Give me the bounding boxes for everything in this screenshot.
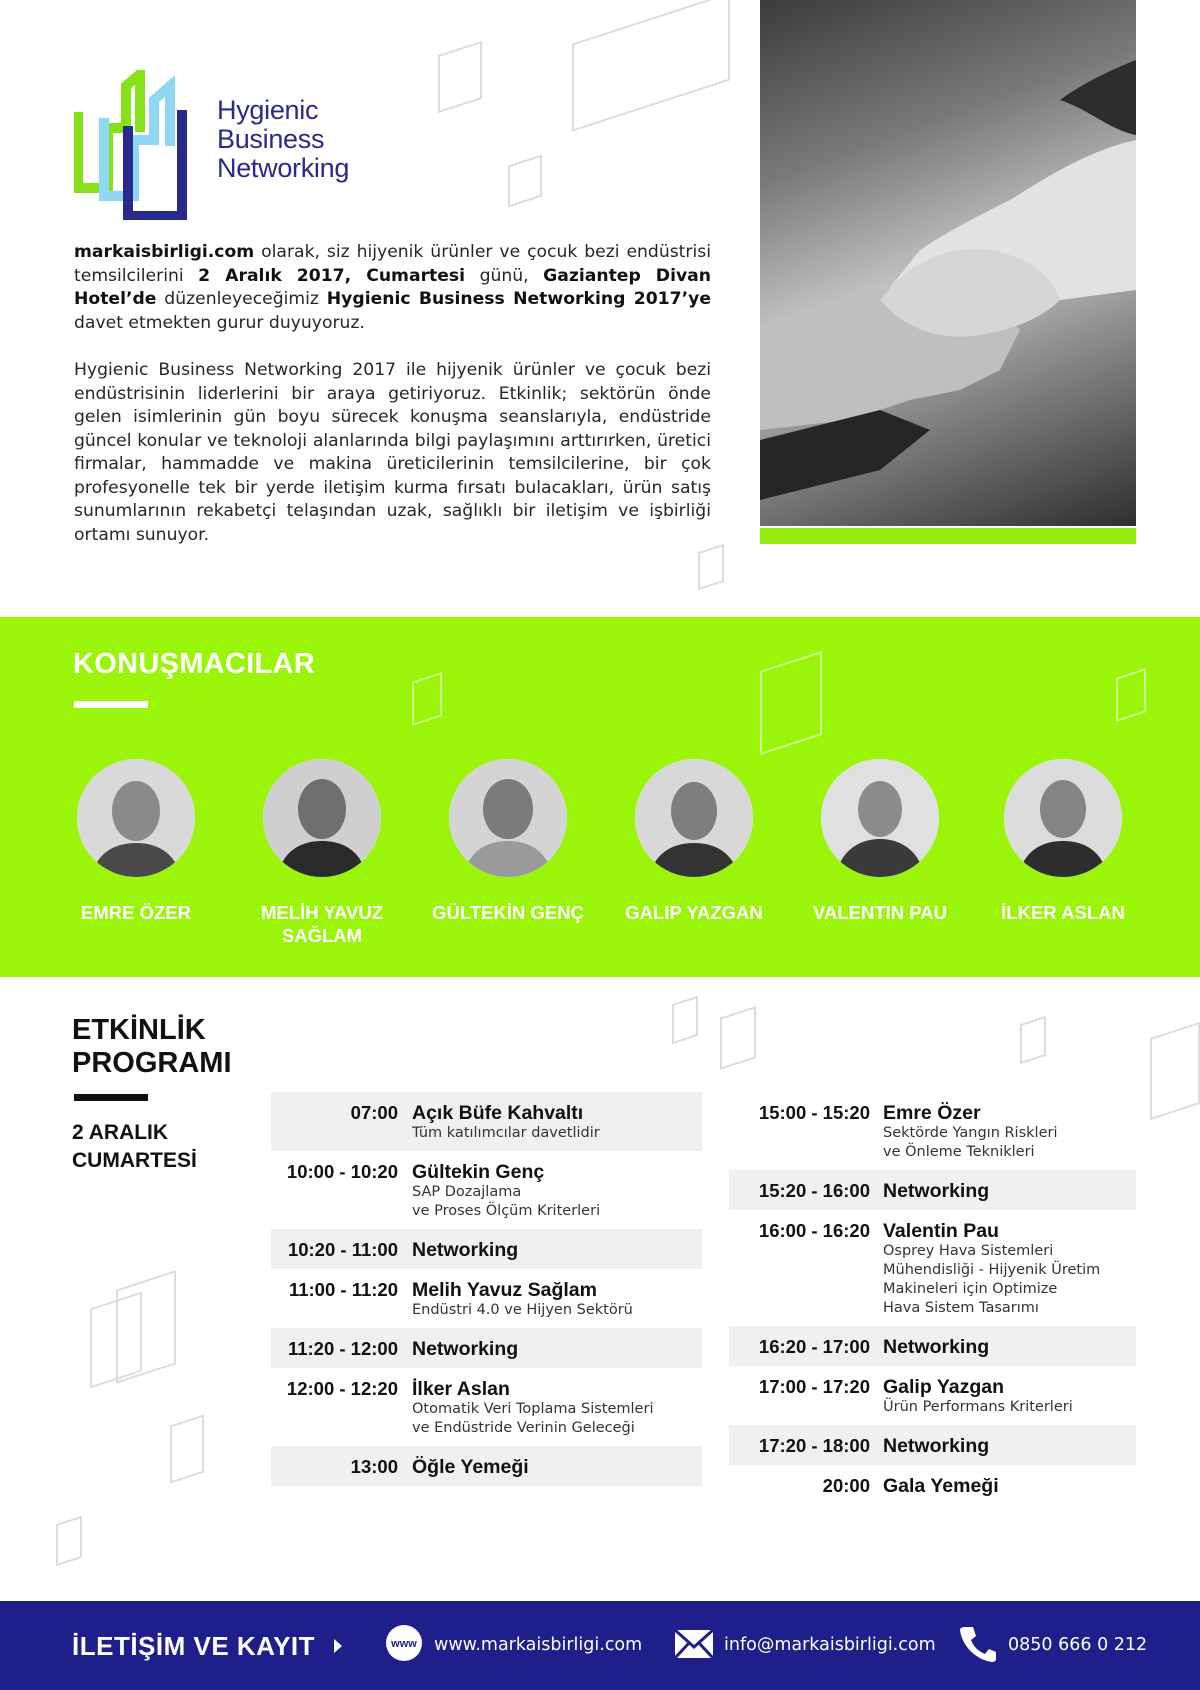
email-link[interactable]: info@markaisbirligi.com: [724, 1635, 936, 1655]
schedule-row: [729, 1326, 1136, 1366]
schedule-subtitle: Osprey Hava Sistemleri Mühendisliği - Hijyenik Üretim Makineleri için Optimize Hava Sistem Tasarımı: [883, 1243, 1101, 1316]
schedule-title: Networking: [412, 1239, 519, 1261]
schedule-subtitle: Tüm katılımcılar davetlidir: [412, 1125, 600, 1141]
schedule-title: Galip Yazgan: [883, 1376, 1005, 1398]
schedule-row: [271, 1368, 702, 1446]
decor-square: [116, 1270, 176, 1383]
speaker-name: GÜLTEKİN GENÇ: [432, 902, 584, 923]
schedule-time: 11:00 - 11:20: [288, 1279, 398, 1300]
speakers-section: [0, 617, 1200, 977]
photo-accent-bar: [760, 528, 1136, 544]
schedule-subtitle: Endüstri 4.0 ve Hijyen Sektörü: [412, 1302, 633, 1318]
speaker-name: İLKER ASLAN: [1001, 902, 1125, 923]
avatar: [77, 759, 195, 877]
speaker-name: EMRE ÖZER: [81, 902, 191, 923]
intro-text-run: olarak, siz hijyenik ürünler ve çocuk bezi endüstrisi temsilcilerini: [74, 242, 711, 286]
decor-square: [438, 41, 482, 113]
intro-text-run: günü,: [465, 265, 544, 286]
logo-wordmark: [217, 96, 349, 183]
intro-paragraph-2: Hygienic Business Networking 2017 ile hijyenik ürünler ve çocuk bezi endüstrisinin liderlerini bir araya getiriyoruz. Etkinlik; sektörün önde gelen isimlerinin gün boyu sürecek konuşma seanslarıyla, endüstride güncel konular ve teknoloji alanlarında bilgi paylaşımını arttırırken, üretici firmalar, hammadde ve makina üreticilerinin temsilcilerine, bir çok profesyonelle tek bir yerde iletişim kurma fırsatı bulacakları, ürün satış sunumlarının rekabetçi telaşından uzak, sağlıklı bir iletişim ve işbirliği ortamı sunuyor.: [74, 360, 711, 545]
intro-highlight: Hygienic Business Networking 2017’ye: [326, 289, 711, 309]
avatar: [635, 759, 753, 877]
schedule-row: [271, 1229, 702, 1269]
schedule-title: Networking: [883, 1435, 990, 1457]
intro-highlight: Gaziantep Divan Hotel’de: [74, 265, 712, 309]
schedule-row: [271, 1269, 702, 1328]
schedule-row: [729, 1366, 1136, 1425]
svg-text:www: www: [391, 1638, 417, 1650]
schedule-row: [271, 1328, 702, 1368]
decor-square: [672, 996, 698, 1044]
speaker-name: MELİH YAVUZ SAĞLAM: [261, 902, 383, 946]
schedule-row: [729, 1092, 1136, 1170]
schedule-row: [729, 1170, 1136, 1210]
schedule-subtitle: SAP Dozajlama ve Proses Ölçüm Kriterleri: [412, 1184, 601, 1219]
schedule-column-left: [271, 1092, 702, 1486]
schedule-row: [729, 1465, 1136, 1505]
schedule-row: [271, 1446, 702, 1486]
globe-icon: [384, 1623, 424, 1663]
intro-text: [74, 241, 711, 547]
schedule-title: Networking: [883, 1180, 990, 1202]
program-title: [72, 1014, 232, 1080]
schedule-title: Öğle Yemeği: [412, 1456, 529, 1478]
schedule-row: [271, 1092, 702, 1151]
handshake-photo: [760, 0, 1136, 526]
hbn-logo: [74, 70, 394, 220]
schedule-time: 16:20 - 17:00: [758, 1336, 870, 1357]
phone-icon: [958, 1623, 998, 1663]
speakers-title-underline: [74, 701, 148, 708]
schedule-time: 13:00: [350, 1456, 398, 1477]
intro-text-run: davet etmekten gurur duyuyoruz.: [74, 312, 365, 333]
schedule-detail: [883, 1475, 1136, 1497]
schedule-detail: [883, 1220, 1136, 1318]
avatar: [263, 759, 381, 877]
schedule-time: 15:20 - 16:00: [758, 1180, 870, 1201]
program-title-line-2: PROGRAMI: [72, 1047, 232, 1079]
schedule-time: 17:00 - 17:20: [758, 1376, 870, 1397]
schedule-detail: [412, 1338, 702, 1360]
schedule-title: Networking: [883, 1336, 990, 1358]
mail-icon: [674, 1629, 714, 1659]
schedule-detail: [412, 1456, 702, 1478]
speaker-card: [787, 759, 973, 924]
website-link[interactable]: www.markaisbirligi.com: [434, 1635, 643, 1655]
schedule-time: 11:20 - 12:00: [287, 1338, 398, 1359]
schedule-title: Gültekin Genç: [412, 1161, 545, 1183]
program-title-line-1: ETKİNLİK: [72, 1014, 206, 1046]
avatar: [1004, 759, 1122, 877]
speaker-card: [601, 759, 787, 924]
schedule-title: Valentin Pau: [883, 1220, 999, 1242]
schedule-time: 10:20 - 11:00: [287, 1239, 398, 1260]
schedule-detail: [412, 1161, 702, 1221]
schedule-detail: [883, 1180, 1136, 1202]
schedule-detail: [883, 1102, 1136, 1162]
schedule-time: 16:00 - 16:20: [758, 1220, 870, 1241]
decor-square: [1150, 1022, 1200, 1120]
schedule-detail: [883, 1376, 1136, 1417]
speakers-title: KONUŞMACILAR: [73, 648, 316, 680]
intro-highlight: markaisbirligi.com: [74, 242, 255, 262]
speaker-name: VALENTIN PAU: [813, 902, 947, 923]
schedule-detail: [883, 1435, 1136, 1457]
decor-square: [572, 0, 730, 132]
schedule-detail: [412, 1378, 702, 1438]
arrow-right-icon: [334, 1639, 342, 1653]
speaker-card: [43, 759, 229, 924]
logo-line-1: Hygienic: [217, 95, 319, 125]
decor-square: [508, 154, 542, 207]
schedule-row: [729, 1210, 1136, 1326]
intro-text-run: düzenleyeceğimiz: [156, 289, 327, 309]
logo-line-3: Networking: [217, 153, 350, 183]
program-date: [72, 1119, 197, 1175]
speaker-card: [970, 759, 1156, 924]
program-date-line-2: CUMARTESİ: [72, 1149, 197, 1172]
schedule-subtitle: Sektörde Yangın Riskleri ve Önleme Teknikleri: [883, 1125, 1058, 1160]
handshake-icon: [760, 0, 1136, 526]
intro-highlight: 2 Aralık 2017, Cumartesi: [198, 265, 466, 286]
speaker-card: [415, 759, 601, 924]
schedule-subtitle: Otomatik Veri Toplama Sistemleri ve Endüstride Verinin Geleceği: [412, 1401, 654, 1436]
avatar: [821, 759, 939, 877]
program-title-underline: [74, 1094, 148, 1101]
decor-square: [760, 651, 822, 755]
decor-square: [170, 1414, 204, 1483]
logo-line-2: Business: [217, 124, 325, 154]
schedule-subtitle: Ürün Performans Kriterleri: [883, 1399, 1073, 1415]
schedule-detail: [412, 1279, 702, 1320]
schedule-column-right: [729, 1092, 1136, 1505]
schedule-time: 10:00 - 10:20: [286, 1161, 398, 1182]
speaker-card: [229, 759, 415, 947]
logo-mark-icon: [74, 70, 214, 220]
schedule-title: Melih Yavuz Sağlam: [412, 1279, 597, 1301]
speaker-name: GALIP YAZGAN: [625, 902, 763, 923]
decor-square: [1020, 1016, 1046, 1064]
decor-square: [412, 672, 442, 726]
schedule-time: 07:00: [350, 1102, 398, 1123]
schedule-title: Gala Yemeği: [883, 1475, 999, 1497]
phone-number[interactable]: 0850 666 0 212: [1008, 1635, 1148, 1655]
schedule-row: [729, 1425, 1136, 1465]
schedule-title: Emre Özer: [883, 1102, 981, 1124]
contact-cta[interactable]: İLETİŞİM VE KAYIT: [72, 1631, 316, 1661]
schedule-row: [271, 1151, 702, 1229]
intro-paragraph-1: [74, 241, 711, 335]
decor-square: [1116, 668, 1146, 722]
schedule-detail: [883, 1336, 1136, 1358]
schedule-time: 20:00: [822, 1475, 870, 1496]
schedule-time: 12:00 - 12:20: [286, 1378, 398, 1399]
decor-square: [56, 1516, 82, 1566]
decor-square: [720, 1006, 756, 1070]
schedule-title: İlker Aslan: [412, 1378, 510, 1400]
schedule-detail: [412, 1102, 702, 1143]
schedule-detail: [412, 1239, 702, 1261]
contact-footer: [0, 1601, 1200, 1690]
schedule-title: Açık Büfe Kahvaltı: [412, 1102, 584, 1124]
schedule-time: 17:20 - 18:00: [758, 1435, 870, 1456]
schedule-time: 15:00 - 15:20: [758, 1102, 870, 1123]
avatar: [449, 759, 567, 877]
program-date-line-1: 2 ARALIK: [72, 1121, 169, 1144]
schedule-title: Networking: [412, 1338, 519, 1360]
decor-square: [698, 544, 724, 590]
